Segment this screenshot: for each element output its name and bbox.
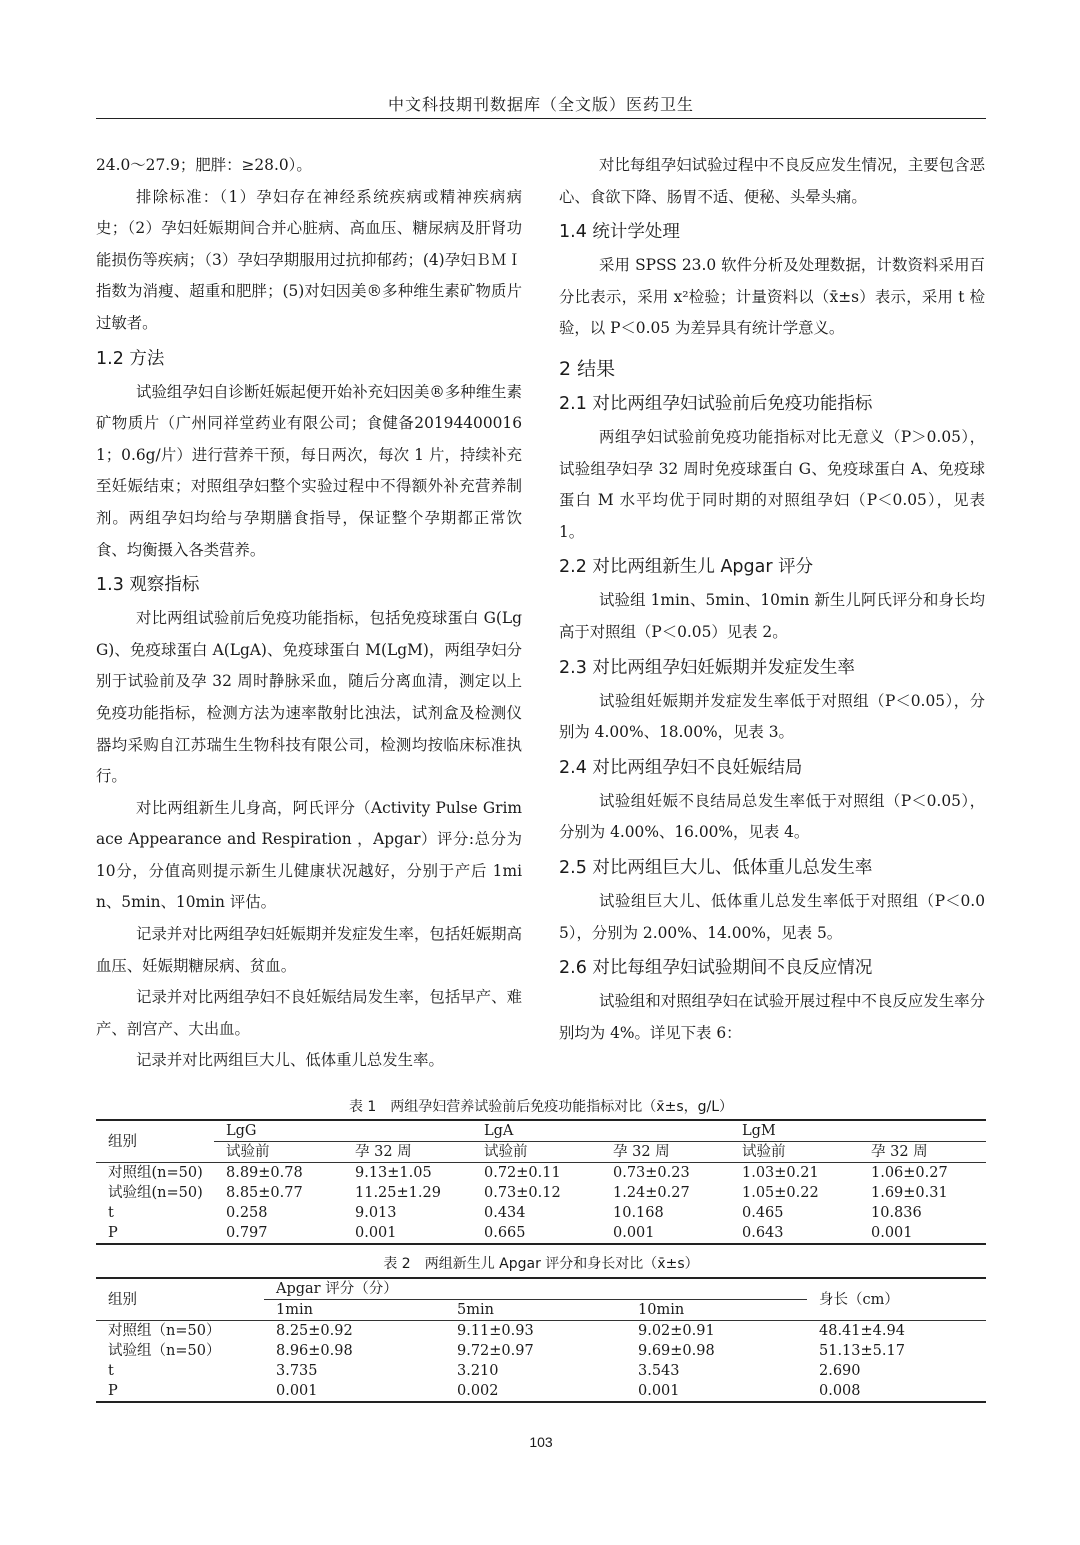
table1-cell: 0.434: [484, 1205, 526, 1221]
table1-cell: 0.258: [226, 1205, 268, 1221]
table1-cell: 9.13±1.05: [355, 1165, 432, 1181]
section-heading-2: 2 结果: [559, 357, 616, 380]
table2-cell: 0.001: [638, 1383, 680, 1399]
table-row: [96, 1203, 986, 1223]
table-row: [96, 1223, 986, 1244]
paragraph: 试验组孕妇自诊断妊娠起便开始补充妇因美®多种维生素矿物质片（广州同祥堂药业有限公司；食健备201944000161；0.6g/片）进行营养干预，每日两次，每次 1 片，持续补充至妊娠结束；对照组孕妇整个实验过程中不得额外补充营养制剂。两组孕妇均给与孕期膳食指导，保证整个孕期都正常饮食、均衡摄入各类营养。: [96, 382, 522, 559]
table2: [96, 1277, 986, 1403]
paragraph: 记录并对比两组孕妇不良妊娠结局发生率，包括早产、难产、剖宫产、大出血。: [96, 988, 522, 1038]
table2-group-header: 组别: [96, 1278, 264, 1321]
table2-cell: 9.11±0.93: [457, 1323, 534, 1339]
paragraph: 排除标准：（1）孕妇存在神经系统疾病或精神疾病病史；（2）孕妇妊娠期间合并心脏病、高血压、糖尿病及肝肾功能损伤等疾病；（3）孕妇孕期服用过抗抑郁药；(4)孕妇ＢＭＩ指数为消瘦、超重和肥胖；(5)对妇因美®多种维生素矿物质片过敏者。: [96, 187, 522, 332]
table1-cell: 11.25±1.29: [355, 1185, 441, 1201]
table1: [96, 1119, 986, 1245]
table2-cell: 3.735: [276, 1363, 318, 1379]
table1-cell: 1.69±0.31: [871, 1185, 948, 1201]
table1-cell: 9.013: [355, 1205, 397, 1221]
table2-length-header: 身长（cm）: [807, 1278, 986, 1321]
section-heading-1-3: 1.3 观察指标: [96, 575, 200, 596]
table2-cell: 9.72±0.97: [457, 1343, 534, 1359]
table1-cell: 0.643: [742, 1225, 784, 1241]
table1-indicator-header: LgA: [484, 1123, 514, 1139]
right-column: [559, 150, 985, 1049]
table1-sub-header: 试验前: [472, 1142, 601, 1163]
left-column: [96, 150, 522, 1077]
table1-cell: 1.06±0.27: [871, 1165, 948, 1181]
table2-sub-header: 10min: [626, 1300, 807, 1321]
section-heading-1-2: 1.2 方法: [96, 348, 165, 369]
paragraph: 采用 SPSS 23.0 软件分析及处理数据，计数资料采用百分比表示，采用 x²检验；计量资料以（x̄±s）表示，采用 t 检验，以 P＜0.05 为差异具有统计学意义。: [559, 256, 985, 338]
header-rule: [96, 118, 986, 119]
table1-indicator-header: LgM: [742, 1123, 776, 1139]
table1-cell: 1.05±0.22: [742, 1185, 819, 1201]
paragraph: 试验组妊娠期并发症发生率低于对照组（P＜0.05），分别为 4.00%、18.00%，见表 3。: [559, 691, 985, 742]
table1-cell: 0.72±0.11: [484, 1165, 561, 1181]
table1-cell: 8.85±0.77: [226, 1185, 303, 1201]
table1-group-header: 组别: [96, 1120, 214, 1163]
paragraph: 对比两组新生儿身高，阿氏评分（Activity Pulse Grimace Appearance and Respiration ，Apgar）评分:总分为10分，分值高则提示新生儿健康状况越好，分别于产后 1min、5min、10min 评估。: [96, 798, 522, 912]
table2-sub-header: 1min: [264, 1300, 445, 1321]
table1-cell: 0.73±0.23: [613, 1165, 690, 1181]
section-heading-1-4: 1.4 统计学处理: [559, 222, 680, 243]
table1-cell: 8.89±0.78: [226, 1165, 303, 1181]
table1-cell: 试验组(n=50): [108, 1185, 203, 1201]
table1-cell: 10.836: [871, 1205, 922, 1221]
table1-cell: 10.168: [613, 1205, 664, 1221]
paragraph: 两组孕妇试验前免疫功能指标对比无意义（P＞0.05），试验组孕妇孕 32 周时免疫球蛋白 G、免疫球蛋白 A、免疫球蛋白 M 水平均优于同时期的对照组孕妇（P＜0.05），见表 1。: [559, 427, 985, 541]
section-heading-2-4: 2.4 对比两组孕妇不良妊娠结局: [559, 757, 803, 778]
table2-cell: 8.96±0.98: [276, 1343, 353, 1359]
table2-apgar-header: Apgar 评分（分）: [276, 1281, 398, 1297]
table1-cell: 0.797: [226, 1225, 268, 1241]
table1-cell: 0.001: [355, 1225, 397, 1241]
table-row: [96, 1361, 986, 1381]
paragraph: 对比每组孕妇试验过程中不良反应发生情况，主要包含恶心、食欲下降、肠胃不适、便秘、头晕头痛。: [559, 156, 985, 206]
paragraph: 记录并对比两组孕妇妊娠期并发症发生率，包括妊娠期高血压、妊娠期糖尿病、贫血。: [96, 925, 522, 975]
table2-caption: 表 2 两组新生儿 Apgar 评分和身长对比（x̄±s）: [383, 1256, 699, 1272]
paragraph: 24.0～27.9；肥胖：≥28.0）。: [96, 156, 312, 174]
table1-cell: 0.665: [484, 1225, 526, 1241]
table2-cell: 对照组（n=50）: [108, 1323, 221, 1339]
table2-cell: 48.41±4.94: [819, 1323, 905, 1339]
table1-cell: 1.03±0.21: [742, 1165, 819, 1181]
section-heading-2-5: 2.5 对比两组巨大儿、低体重儿总发生率: [559, 857, 873, 878]
table1-cell: P: [108, 1225, 118, 1241]
paragraph: 试验组 1min、5min、10min 新生儿阿氏评分和身长均高于对照组（P＜0.05）见表 2。: [559, 591, 985, 641]
section-heading-2-6: 2.6 对比每组孕妇试验期间不良反应情况: [559, 958, 873, 979]
table2-cell: 0.008: [819, 1383, 861, 1399]
table2-cell: 51.13±5.17: [819, 1343, 905, 1359]
paragraph: 对比两组试验前后免疫功能指标，包括免疫球蛋白 G(LgG)、免疫球蛋白 A(LgA)、免疫球蛋白 M(LgM)，两组孕妇分别于试验前及孕 32 周时静脉采血，随后分离血清，测定以上免疫功能指标，检测方法为速率散射比浊法，试剂盒及检测仪器均采购自江苏瑞生生物科技有限公司，检测均按临床标准执行。: [96, 609, 522, 786]
table1-sub-header: 孕 32 周: [859, 1142, 986, 1163]
table-row: [96, 1381, 986, 1402]
table-row: [96, 1163, 986, 1184]
table2-cell: t: [108, 1363, 114, 1379]
section-heading-2-1: 2.1 对比两组孕妇试验前后免疫功能指标: [559, 393, 873, 414]
table-row: [96, 1341, 986, 1361]
paragraph: 试验组妊娠不良结局总发生率低于对照组（P＜0.05），分别为 4.00%、16.00%，见表 4。: [559, 791, 985, 842]
paragraph: 记录并对比两组巨大儿、低体重儿总发生率。: [136, 1051, 444, 1070]
section-heading-2-3: 2.3 对比两组孕妇妊娠期并发症发生率: [559, 657, 855, 678]
running-title: 中文科技期刊数据库（全文版）医药卫生: [387, 95, 694, 114]
table2-cell: P: [108, 1383, 118, 1399]
table1-sub-header: 孕 32 周: [343, 1142, 472, 1163]
table1-cell: 0.73±0.12: [484, 1185, 561, 1201]
table-row: [96, 1321, 986, 1342]
table1-sub-header: 试验前: [730, 1142, 859, 1163]
table2-sub-header: 5min: [445, 1300, 626, 1321]
table2-cell: 9.69±0.98: [638, 1343, 715, 1359]
table2-cell: 8.25±0.92: [276, 1323, 353, 1339]
table-row: [96, 1183, 986, 1203]
table2-cell: 3.543: [638, 1363, 680, 1379]
paragraph: 试验组和对照组孕妇在试验开展过程中不良反应发生率分别均为 4%。详见下表 6：: [559, 992, 985, 1042]
paragraph: 试验组巨大儿、低体重儿总发生率低于对照组（P＜0.05），分别为 2.00%、14.00%，见表 5。: [559, 891, 985, 942]
table1-cell: 0.465: [742, 1205, 784, 1221]
table1-caption: 表 1 两组孕妇营养试验前后免疫功能指标对比（x̄±s，g/L）: [348, 1099, 734, 1115]
table1-cell: 对照组(n=50): [108, 1165, 203, 1181]
table1-cell: 1.24±0.27: [613, 1185, 690, 1201]
table1-sub-header: 试验前: [214, 1142, 343, 1163]
table1-cell: t: [108, 1205, 114, 1221]
table2-cell: 0.002: [457, 1383, 499, 1399]
table1-sub-header: 孕 32 周: [601, 1142, 730, 1163]
table1-indicator-header: LgG: [226, 1123, 257, 1139]
table2-cell: 9.02±0.91: [638, 1323, 715, 1339]
section-heading-2-2: 2.2 对比两组新生儿 Apgar 评分: [559, 557, 814, 578]
table2-cell: 2.690: [819, 1363, 861, 1379]
table1-cell: 0.001: [613, 1225, 655, 1241]
table2-cell: 0.001: [276, 1383, 318, 1399]
table1-cell: 0.001: [871, 1225, 913, 1241]
page-number: 103: [529, 1434, 553, 1450]
table2-cell: 3.210: [457, 1363, 499, 1379]
table2-cell: 试验组（n=50）: [108, 1343, 221, 1359]
